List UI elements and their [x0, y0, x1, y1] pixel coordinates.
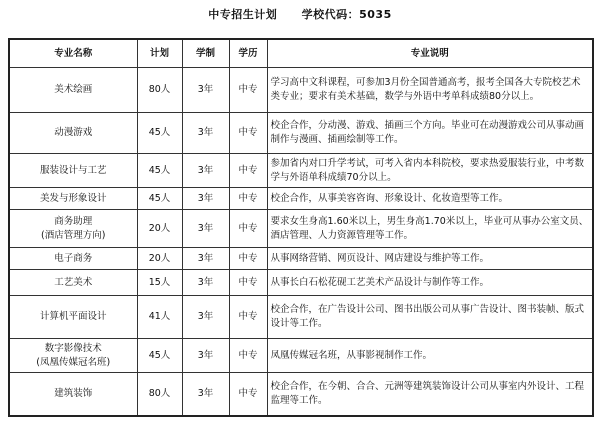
table-row — [9, 270, 593, 296]
duration: 3年 — [182, 373, 229, 417]
major-description: 学习高中文科课程，可参加3月份全国普通高考，报考全国各大专院校艺术类专业；要求有美术基础，数学与外语中考单科成绩80分以上。 — [267, 68, 593, 113]
plan-count: 45人 — [137, 188, 182, 210]
table-row — [9, 248, 593, 270]
education-level: 中专 — [229, 210, 267, 248]
education-level: 中专 — [229, 188, 267, 210]
duration: 3年 — [182, 339, 229, 373]
education-level: 中专 — [229, 68, 267, 113]
table-row — [9, 68, 593, 113]
major-description: 从事长白石松花砚工艺美术产品设计与制作等工作。 — [267, 270, 593, 296]
major-description: 校企合作，在今朝、合合、元洲等建筑装饰设计公司从事室内外设计、工程监理等工作。 — [267, 373, 593, 417]
major-name: 动漫游戏 — [9, 113, 137, 154]
major-description: 要求女生身高1.60米以上，男生身高1.70米以上，毕业可从事办公室文员、酒店管理、人力资源管理等工作。 — [267, 210, 593, 248]
table-row — [9, 210, 593, 248]
major-name: 美术绘画 — [9, 68, 137, 113]
duration: 3年 — [182, 113, 229, 154]
major-description: 校企合作，从事美容咨询、形象设计、化妆造型等工作。 — [267, 188, 593, 210]
major-description: 从事网络营销、网页设计、网店建设与维护等工作。 — [267, 248, 593, 270]
plan-count: 80人 — [137, 373, 182, 417]
major-description: 校企合作，在广告设计公司、图书出版公司从事广告设计、图书装帧、版式设计等工作。 — [267, 296, 593, 339]
education-level: 中专 — [229, 339, 267, 373]
table-row — [9, 154, 593, 188]
plan-count: 45人 — [137, 339, 182, 373]
plan-title: 中专招生计划 — [208, 8, 278, 21]
major-name: 电子商务 — [9, 248, 137, 270]
major-name: 工艺美术 — [9, 270, 137, 296]
plan-count: 45人 — [137, 113, 182, 154]
major-name: 美发与形象设计 — [9, 188, 137, 210]
header-plan: 计划 — [137, 39, 182, 68]
table-row — [9, 296, 593, 339]
table-row — [9, 113, 593, 154]
education-level: 中专 — [229, 296, 267, 339]
table-row — [9, 339, 593, 373]
education-level: 中专 — [229, 270, 267, 296]
duration: 3年 — [182, 210, 229, 248]
header-level: 学历 — [229, 39, 267, 68]
table-row — [9, 373, 593, 417]
major-name: 计算机平面设计 — [9, 296, 137, 339]
duration: 3年 — [182, 154, 229, 188]
duration: 3年 — [182, 248, 229, 270]
major-subname: (酒店管理方向) — [41, 229, 106, 241]
duration: 3年 — [182, 296, 229, 339]
table-header-row — [9, 39, 593, 68]
major-subname: (凤凰传媒冠名班) — [36, 356, 111, 368]
major-name: 数字影像技术 — [44, 342, 102, 354]
duration: 3年 — [182, 270, 229, 296]
plan-count: 20人 — [137, 248, 182, 270]
plan-count: 20人 — [137, 210, 182, 248]
education-level: 中专 — [229, 248, 267, 270]
duration: 3年 — [182, 68, 229, 113]
page-title — [0, 6, 600, 22]
header-description: 专业说明 — [267, 39, 593, 68]
education-level: 中专 — [229, 373, 267, 417]
major-name: 商务助理 — [54, 215, 93, 227]
enrollment-table — [8, 38, 594, 417]
duration: 3年 — [182, 188, 229, 210]
header-major: 专业名称 — [9, 39, 137, 68]
major-name: 服装设计与工艺 — [9, 154, 137, 188]
major-name-cell — [9, 339, 137, 373]
plan-count: 80人 — [137, 68, 182, 113]
header-duration: 学制 — [182, 39, 229, 68]
plan-count: 41人 — [137, 296, 182, 339]
major-name: 建筑装饰 — [9, 373, 137, 417]
major-description: 校企合作，分动漫、游戏、插画三个方向。毕业可在动漫游戏公司从事动画制作与漫画、插画绘制等工作。 — [267, 113, 593, 154]
major-description: 参加省内对口升学考试，可考入省内本科院校，要求热爱服装行业，中考数学与外语单科成绩70分以上。 — [267, 154, 593, 188]
education-level: 中专 — [229, 113, 267, 154]
major-description: 凤凰传媒冠名班，从事影视制作工作。 — [267, 339, 593, 373]
table-row — [9, 188, 593, 210]
plan-count: 15人 — [137, 270, 182, 296]
major-name-cell — [9, 210, 137, 248]
plan-count: 45人 — [137, 154, 182, 188]
school-code: 学校代码：5035 — [301, 8, 392, 21]
education-level: 中专 — [229, 154, 267, 188]
